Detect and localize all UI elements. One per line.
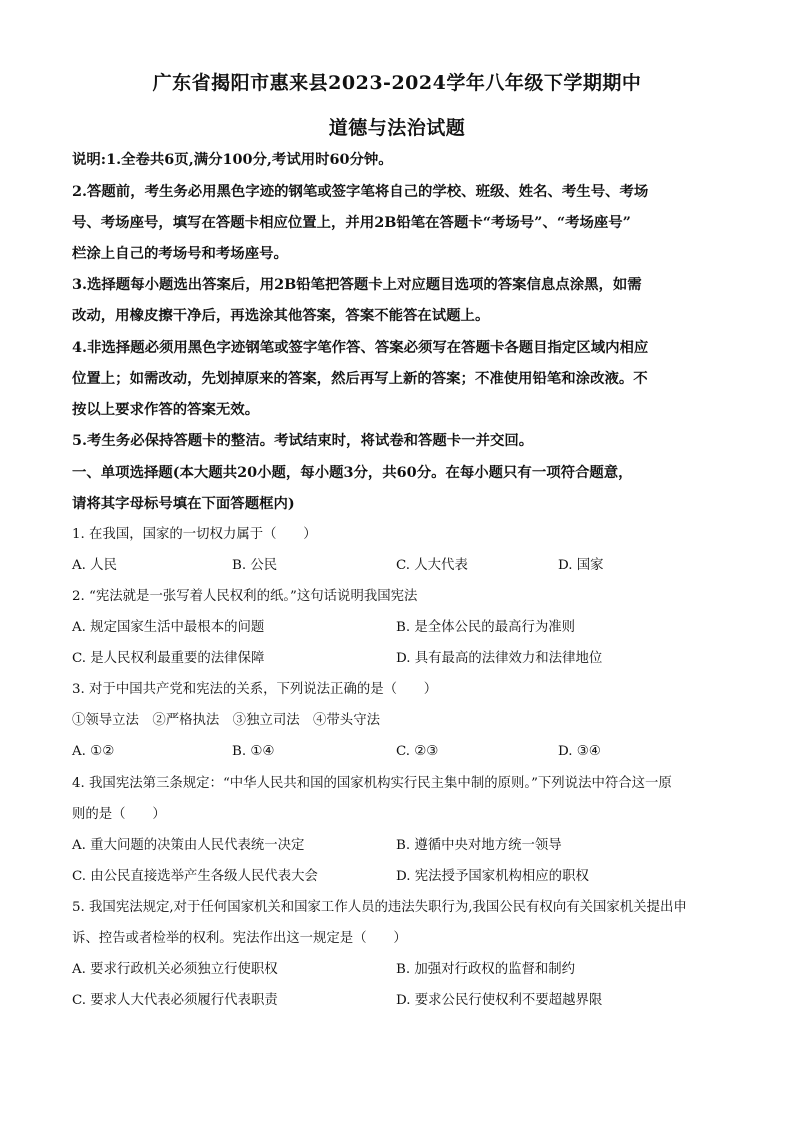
option-b: B. 是全体公民的最高行为准则 xyxy=(396,620,576,635)
option-a: A. 规定国家生活中最根本的问题 xyxy=(72,620,265,635)
question-stem: 4. 我国宪法第三条规定：“中华人民共和国的国家机构实行民主集中制的原则。”下列说法中符合这一原 xyxy=(72,776,672,791)
instruction-line: 5.考生务必保持答题卡的整洁。考试结束时，将试卷和答题卡一并交回。 xyxy=(72,432,534,449)
option-b: B. 公民 xyxy=(232,558,278,573)
question-stem: 1. 在我国，国家的一切权力属于（ ） xyxy=(72,527,317,542)
section-heading: 请将其字母标号填在下面答题框内) xyxy=(72,495,295,512)
option-c: C. 是人民权利最重要的法律保障 xyxy=(72,651,265,666)
question-stem: 5. 我国宪法规定,对于任何国家机关和国家工作人员的违法失职行为,我国公民有权向有关国家机关提出申 xyxy=(72,900,687,915)
option-c: C. ②③ xyxy=(396,744,439,759)
option-a: A. 要求行政机关必须独立行使职权 xyxy=(72,962,278,977)
option-d: D. 宪法授予国家机构相应的职权 xyxy=(396,869,589,884)
question-stem: 3. 对于中国共产党和宪法的关系，下列说法正确的是（ ） xyxy=(72,682,438,697)
option-d: D. 具有最高的法律效力和法律地位 xyxy=(396,651,603,666)
option-b: B. 遵循中央对地方统一领导 xyxy=(396,838,562,853)
instruction-line: 4.非选择题必须用黑色字迹钢笔或签字笔作答、答案必须写在答题卡各题目指定区域内相应 xyxy=(72,339,649,356)
question-stem: 2. “宪法就是一张写着人民权利的纸。”这句话说明我国宪法 xyxy=(72,589,418,604)
option-d: D. 国家 xyxy=(558,558,604,573)
exam-subject-title: 道德与法治试题 xyxy=(328,117,466,139)
option-a: A. 人民 xyxy=(72,558,117,573)
instruction-line: 说明:1.全卷共6页,满分100分,考试用时60分钟。 xyxy=(72,151,393,168)
instruction-line: 2.答题前，考生务必用黑色字迹的钢笔或签字笔将自己的学校、班级、姓名、考生号、考场 xyxy=(72,183,649,200)
option-d: D. 要求公民行使权利不要超越界限 xyxy=(396,993,603,1008)
option-a: A. 重大问题的决策由人民代表统一决定 xyxy=(72,838,305,853)
instruction-line: 号、考场座号，填写在答题卡相应位置上，并用2B铅笔在答题卡“考场号”、“考场座号” xyxy=(72,214,631,231)
option-a: A. ①② xyxy=(72,744,115,759)
section-heading: 一、单项选择题(本大题共20小题，每小题3分，共60分。在每小题只有一项符合题意， xyxy=(72,464,633,481)
instruction-line: 3.选择题每小题选出答案后，用2B铅笔把答题卡上对应题目选项的答案信息点涂黑，如需 xyxy=(72,276,642,293)
question-stem-cont: 诉、控告或者检举的权利。宪法作出这一规定是（ ） xyxy=(72,931,407,946)
option-b: B. ①④ xyxy=(232,744,275,759)
option-c: C. 由公民直接选举产生各级人民代表大会 xyxy=(72,869,318,884)
instruction-line: 按以上要求作答的答案无效。 xyxy=(72,401,260,418)
question-stem-cont: 则的是（ ） xyxy=(72,807,166,822)
question-statements: ①领导立法 ②严格执法 ③独立司法 ④带头守法 xyxy=(72,713,380,728)
option-b: B. 加强对行政权的监督和制约 xyxy=(396,962,576,977)
instruction-line: 改动，用橡皮擦干净后，再选涂其他答案，答案不能答在试题上。 xyxy=(72,307,490,324)
instruction-line: 栏涂上自己的考场号和考场座号。 xyxy=(72,245,288,262)
instruction-line: 位置上；如需改动，先划掉原来的答案，然后再写上新的答案；不准使用铅笔和涂改液。不 xyxy=(72,370,648,387)
exam-title: 广东省揭阳市惠来县2023-2024学年八年级下学期期中 xyxy=(152,72,642,94)
option-c: C. 人大代表 xyxy=(396,558,468,573)
option-c: C. 要求人大代表必须履行代表职责 xyxy=(72,993,278,1008)
option-d: D. ③④ xyxy=(558,744,601,759)
